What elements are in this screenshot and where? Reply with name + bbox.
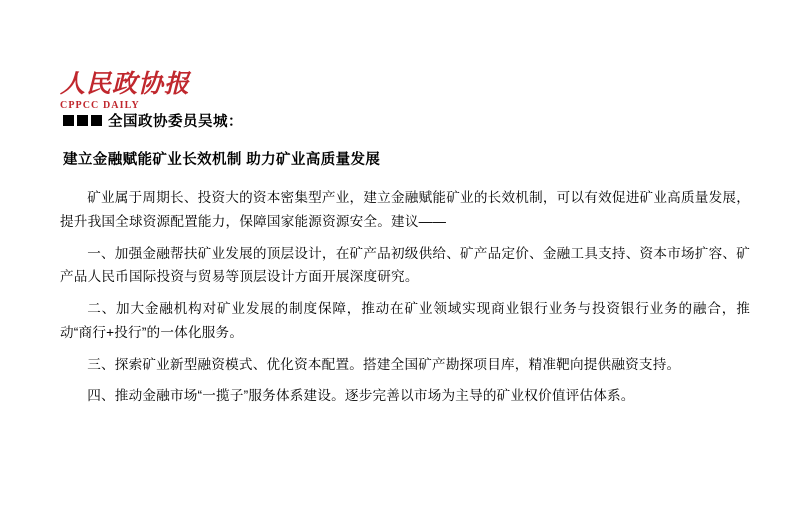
byline bbox=[63, 110, 750, 131]
article-body bbox=[60, 110, 750, 416]
paragraph: 三、探索矿业新型融资模式、优化资本配置。搭建全国矿产勘探项目库，精准靶向提供融资支持。 bbox=[87, 356, 681, 372]
paragraph: 矿业属于周期长、投资大的资本密集型产业，建立金融赋能矿业的长效机制，可以有效促进矿业高质量发展，提升我国全球资源配置能力，保障国家能源资源安全。建议—— bbox=[60, 190, 750, 229]
newspaper-masthead bbox=[60, 72, 240, 111]
bullet-squares-icon bbox=[63, 115, 102, 126]
masthead-subtitle: CPPCC DAILY bbox=[60, 100, 140, 112]
byline-text: 全国政协委员吴城： bbox=[108, 114, 243, 130]
page-title: 建立金融赋能矿业长效机制 助力矿业高质量发展 bbox=[63, 152, 381, 168]
paragraph: 二、加大金融机构对矿业发展的制度保障，推动在矿业领域实现商业银行业务与投资银行业务的融合，推动“商行+投行”的一体化服务。 bbox=[60, 301, 750, 340]
masthead-logo-text: 人民政协报 bbox=[60, 71, 191, 98]
paragraph: 四、推动金融市场“一揽子”服务体系建设。逐步完善以市场为主导的矿业权价值评估体系。 bbox=[87, 388, 635, 404]
paragraph: 一、加强金融帮扶矿业发展的顶层设计，在矿产品初级供给、矿产品定价、金融工具支持、资本市场扩容、矿产品人民币国际投资与贸易等顶层设计方面开展深度研究。 bbox=[60, 245, 750, 285]
